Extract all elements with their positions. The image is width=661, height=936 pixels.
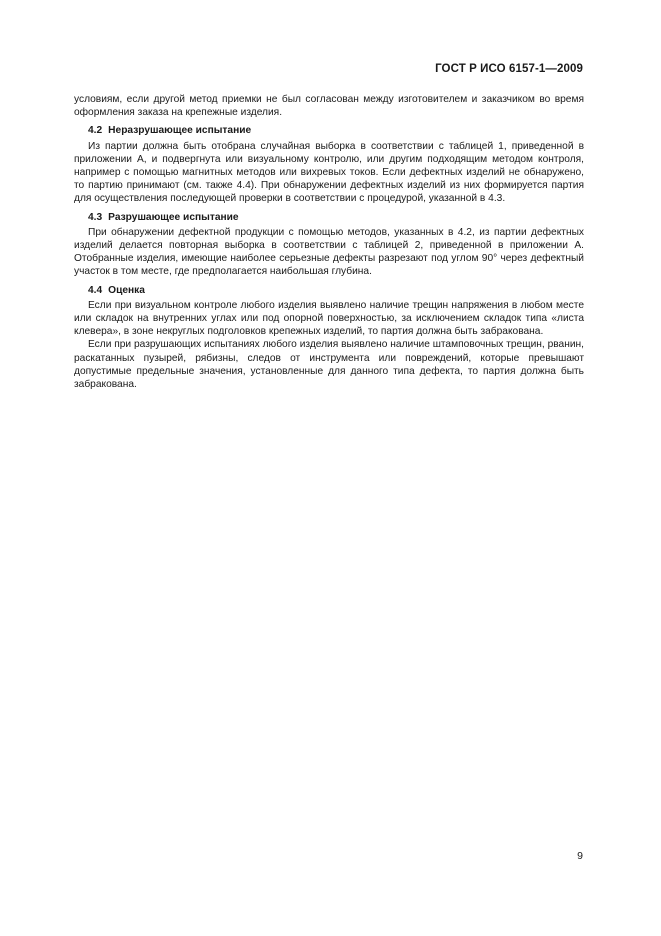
section-4-4 bbox=[74, 284, 584, 392]
section-paragraph: Если при разрушающих испытаниях любого изделия выявлено наличие штамповочных трещин, рванин, раскатанных пузырей, рябизны, следов от инструмента или повреждений, которые превышают допустимые предельные значения, установленные для данного типа дефекта, то партия должна быть забракована. bbox=[74, 339, 584, 391]
section-number: 4.2 bbox=[88, 125, 103, 137]
intro-paragraph: условиям, если другой метод приемки не был согласован между изготовителем и заказчиком во время оформления заказа на крепежные изделия. bbox=[74, 94, 584, 119]
page-number: 9 bbox=[577, 850, 583, 862]
section-number: 4.4 bbox=[88, 284, 103, 296]
section-paragraph: Если при визуальном контроле любого изделия выявлено наличие трещин напряжения в любом месте или складок на внутренних углах или под опорной поверхностью, за исключением складок типа «листа клевера», в зоне некруглых подголовков крепежных изделий, то партия должна быть забракована. bbox=[74, 299, 584, 338]
section-number: 4.3 bbox=[88, 211, 103, 223]
section-paragraph: При обнаружении дефектной продукции с помощью методов, указанных в 4.2, из партии дефектных изделий делается повторная выборка в соответствии с таблицей 2, приведенной в приложении А. Отобранные изделия, имеющие наиболее серьезные дефекты разрезают под углом 90° через дефектный участок в том месте, где предполагается наибольшая глубина. bbox=[74, 226, 584, 278]
document-body bbox=[74, 93, 584, 391]
section-title: Неразрушающее испытание bbox=[108, 125, 252, 137]
section-heading bbox=[74, 284, 584, 297]
section-heading bbox=[74, 211, 584, 224]
section-title: Разрушающее испытание bbox=[108, 211, 239, 223]
document-header: ГОСТ Р ИСО 6157-1—2009 bbox=[435, 63, 583, 75]
section-4-2 bbox=[74, 124, 584, 205]
section-paragraph: Из партии должна быть отобрана случайная выборка в соответствии с таблицей 1, приведенной в приложении А, и подвергнута или визуальному контролю, или другим подходящим методом контроля, например с помощью магнитных методов или вихревых токов. Если дефектных изделий не обнаружено, то партию принимают (см. также 4.4). При обнаружении дефектных изделий из них формируется партия для осуществления последующей проверки в соответствии с процедурой, указанной в 4.3. bbox=[74, 140, 584, 205]
section-title: Оценка bbox=[108, 284, 145, 296]
section-4-3 bbox=[74, 211, 584, 279]
section-heading bbox=[74, 124, 584, 137]
